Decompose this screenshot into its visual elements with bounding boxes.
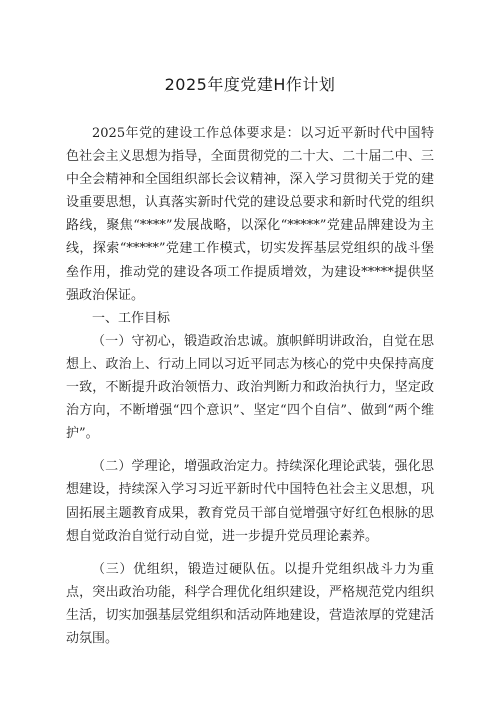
goal-item-1: （一）守初心，锻造政治忠诚。旗帜鲜明讲政治，自觉在思想上、政治上、行动上同以习近平同志为核心的党中央保持高度一致，不断提升政治领悟力、政治判断力和政治执行力，坚定政治方向，不断增强“四个意识”、坚定“四个自信”、做到“两个维护”。 [66,333,434,442]
section-heading-goals: 一、工作目标 [92,310,171,326]
goal-item-3: （三）优组织，锻造过硬队伍。以提升党组织战斗力为重点，突出政治功能，科学合理优化组织建设，严格规范党内组织生活，切实加强基层党组织和活动阵地建设，营造浓厚的党建活动氛围。 [66,561,434,646]
document-body [66,122,434,650]
goal-item-2: （二）学理论，增强政治定力。持续深化理论武装，强化思想建设，持续深入学习习近平新时代中国特色社会主义思想，巩固拓展主题教育成果，教育党员干部自觉增强守好红色根脉的思想自觉政治自觉行动自觉，进一步提升党员理论素养。 [66,459,434,544]
document-title: 2025年度党建H作计划 [164,75,336,94]
intro-paragraph: 2025年党的建设工作总体要求是：以习近平新时代中国特色社会主义思想为指导，全面贯彻党的二十大、二十届二中、三中全会精神和全国组织部长会议精神，深入学习贯彻关于党的建设重要思想，认真落实新时代党的建设总要求和新时代党的组织路线，聚焦“****”发展战略，以深化“*****”党建品牌建设为主线，探索“*****”党建工作模式，切实发挥基层党组织的战斗堡垒作用，推动党的建设各项工作提质增效，为建设*****提供坚强政治保证。 [66,126,434,303]
